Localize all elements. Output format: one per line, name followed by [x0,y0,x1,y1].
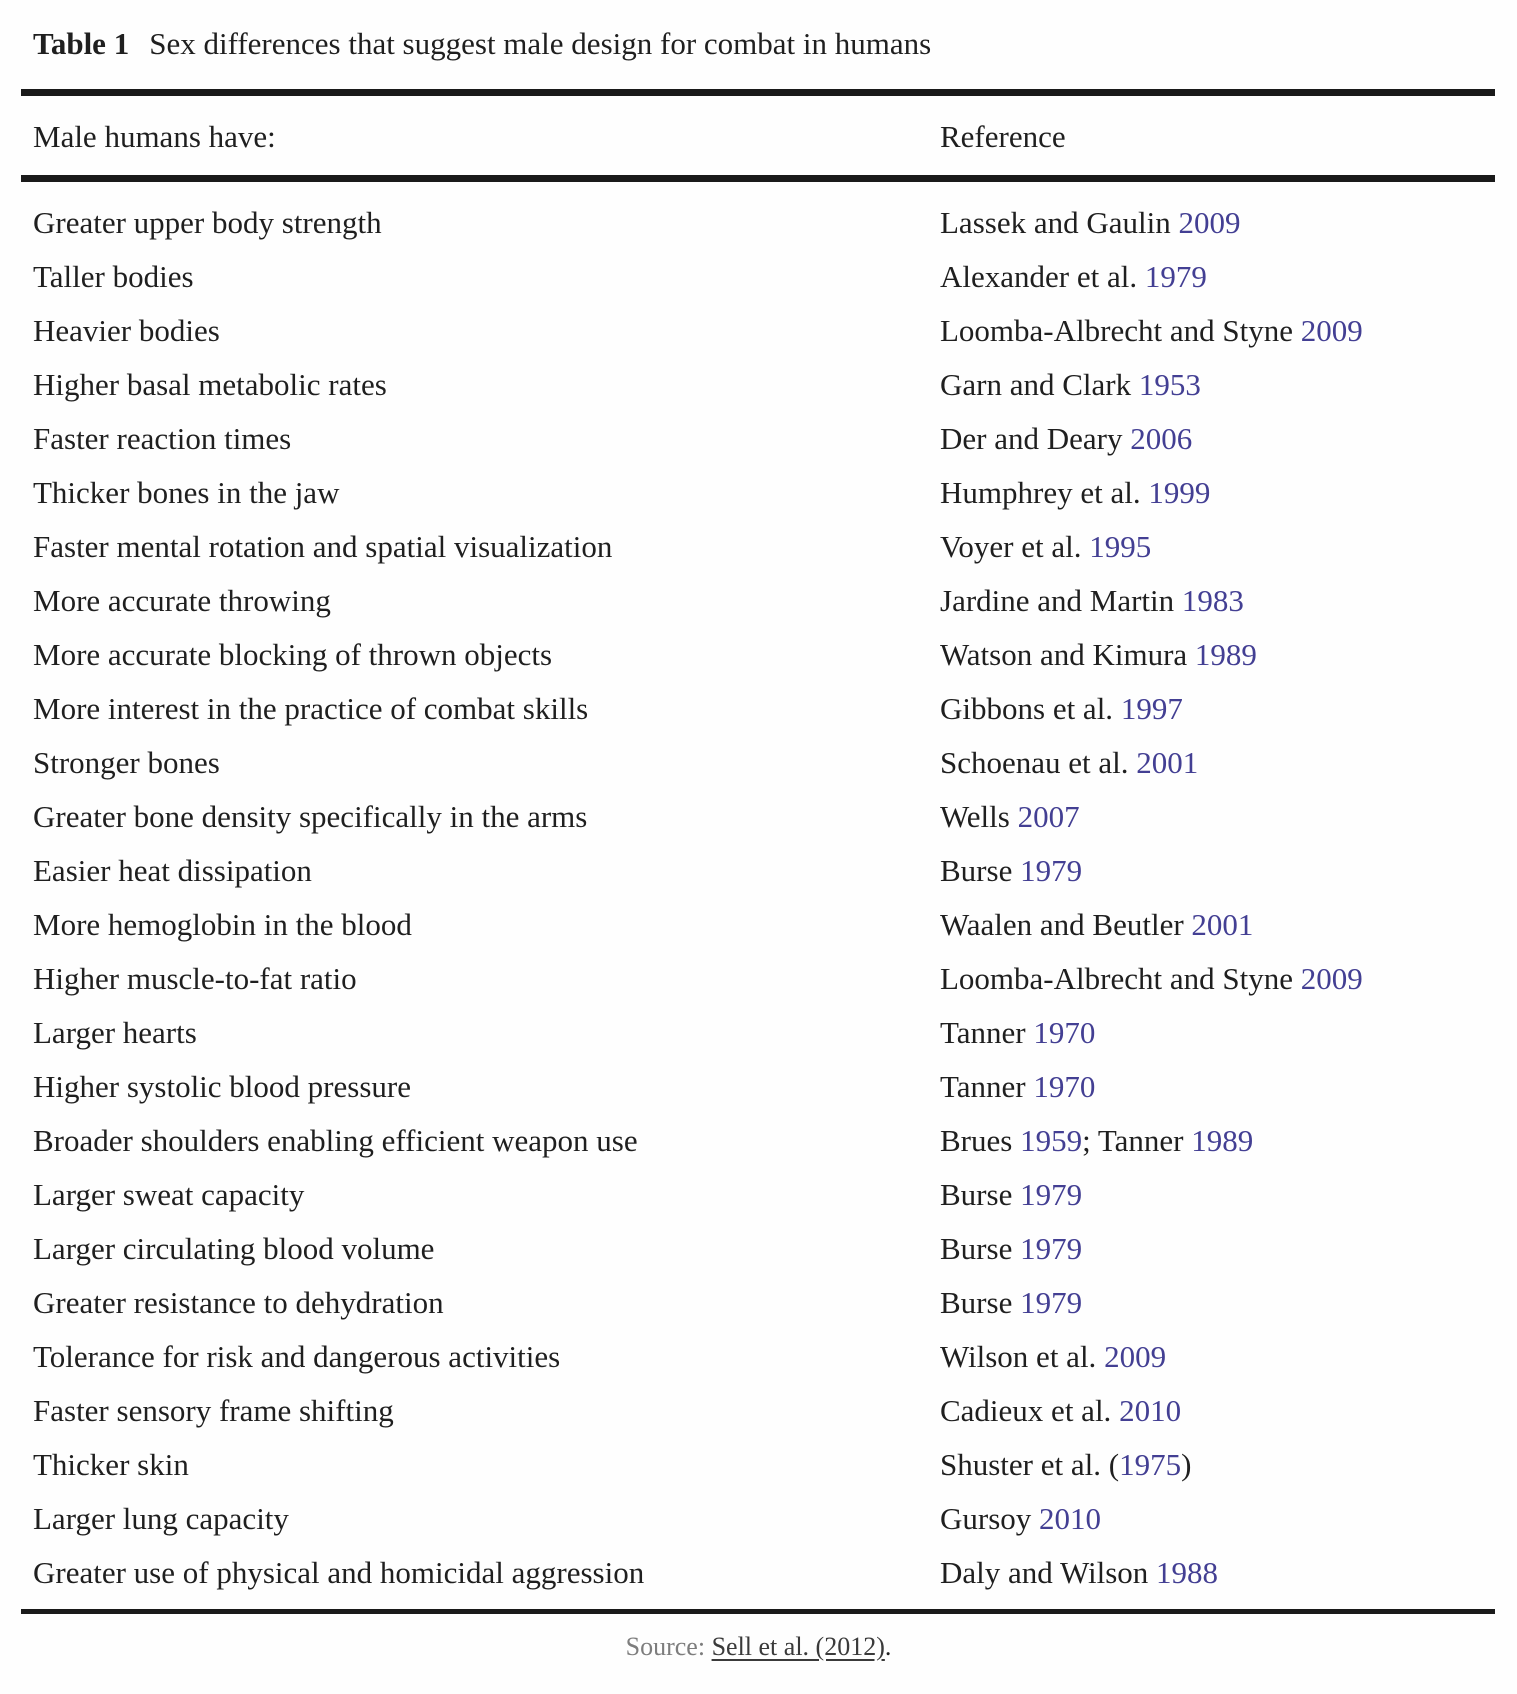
reference-cell [940,412,1487,466]
table-row [33,1114,1487,1168]
reference-cell [940,736,1487,790]
citation-year-link[interactable]: 1997 [1120,691,1183,726]
reference-cell [940,1438,1487,1492]
citation-author-text: Burse [940,1285,1021,1320]
reference-cell [940,574,1487,628]
trait-cell: Faster reaction times [33,421,292,456]
trait-cell: Greater resistance to dehydration [33,1285,444,1320]
table-row [33,844,1487,898]
citation-author-text: Schoenau et al. [940,745,1137,780]
reference-cell [940,358,1487,412]
citation-author-text: Loomba-Albrecht and Styne [940,313,1301,348]
reference-cell [940,250,1487,304]
trait-cell: Greater bone density specifically in the arms [33,799,588,834]
citation-author-text: Garn and Clark [940,367,1139,402]
trait-cell: More accurate throwing [33,583,331,618]
trait-cell: Faster mental rotation and spatial visualization [33,529,613,564]
trait-cell: Stronger bones [33,745,220,780]
trait-cell: Larger hearts [33,1015,197,1050]
citation-author-text: Watson and Kimura [940,637,1195,672]
citation-author-text: Alexander et al. [940,259,1145,294]
reference-cell [940,790,1487,844]
table-header-row [33,96,1487,155]
citation-author-text: Wilson et al. [940,1339,1105,1374]
citation-author-text: Burse [940,853,1021,888]
reference-cell [940,682,1487,736]
citation-year-link[interactable]: 1988 [1156,1555,1219,1590]
table-row [33,196,1487,250]
citation-author-text: Cadieux et al. [940,1393,1120,1428]
citation-author-text: Daly and Wilson [940,1555,1157,1590]
column-header-trait: Male humans have: [33,119,276,154]
citation-year-link[interactable]: 1989 [1191,1123,1254,1158]
table-row [33,1060,1487,1114]
reference-cell [940,1492,1487,1546]
reference-cell [940,1114,1487,1168]
citation-author-text: Waalen and Beutler [940,907,1192,942]
citation-year-link[interactable]: 1989 [1194,637,1257,672]
citation-year-link[interactable]: 2006 [1130,421,1193,456]
reference-cell [940,466,1487,520]
trait-cell: Thicker bones in the jaw [33,475,340,510]
reference-cell [940,1006,1487,1060]
citation-year-link[interactable]: 2010 [1039,1501,1102,1536]
citation-author-text: Shuster et al. ( [940,1447,1120,1482]
citation-year-link[interactable]: 1970 [1033,1069,1096,1104]
table-row [33,1438,1487,1492]
citation-year-link[interactable]: 2009 [1104,1339,1167,1374]
trait-cell: Taller bodies [33,259,194,294]
table-row [33,1546,1487,1600]
source-suffix: . [884,1632,892,1661]
reference-cell [940,304,1487,358]
reference-cell [940,952,1487,1006]
table-row [33,1222,1487,1276]
table-row [33,520,1487,574]
table-row [33,1330,1487,1384]
trait-cell: Broader shoulders enabling efficient weapon use [33,1123,638,1158]
citation-year-link[interactable]: 2007 [1017,799,1080,834]
reference-cell [940,196,1487,250]
trait-cell: Tolerance for risk and dangerous activities [33,1339,561,1374]
table-row [33,1006,1487,1060]
citation-year-link[interactable]: 2009 [1300,961,1363,996]
reference-cell [940,1222,1487,1276]
citation-author-text: Burse [940,1177,1021,1212]
reference-cell [940,520,1487,574]
citation-year-link[interactable]: 1979 [1020,1177,1083,1212]
reference-cell [940,1384,1487,1438]
citation-author-text: Loomba-Albrecht and Styne [940,961,1301,996]
reference-cell [940,898,1487,952]
trait-cell: Higher muscle-to-fat ratio [33,961,357,996]
citation-year-link[interactable]: 2010 [1119,1393,1182,1428]
citation-year-link[interactable]: 2009 [1178,205,1241,240]
citation-year-link[interactable]: 1979 [1020,1285,1083,1320]
citation-author-text: Der and Deary [940,421,1131,456]
table-number-label: Table 1 [33,26,130,61]
table-row [33,898,1487,952]
table-rows [0,182,1517,1600]
citation-author-text: Brues [940,1123,1021,1158]
citation-year-link[interactable]: 2001 [1191,907,1254,942]
top-rule [21,89,1495,96]
source-label: Source: [625,1632,712,1661]
citation-year-link[interactable]: 1959 [1020,1123,1083,1158]
table-row [33,952,1487,1006]
bottom-rule [21,1609,1495,1614]
table-row [33,736,1487,790]
citation-year-link[interactable]: 1953 [1138,367,1201,402]
citation-year-link[interactable]: 1979 [1020,1231,1083,1266]
trait-cell: Larger sweat capacity [33,1177,305,1212]
table-row [33,628,1487,682]
table-row [33,304,1487,358]
reference-cell [940,1168,1487,1222]
citation-author-text: Voyer et al. [940,529,1090,564]
citation-year-link[interactable]: 1999 [1148,475,1211,510]
citation-author-text: Tanner [940,1015,1034,1050]
citation-author-text: Tanner [940,1069,1034,1104]
table-row [33,1492,1487,1546]
table-row [33,790,1487,844]
table-caption [33,26,1487,62]
citation-year-link[interactable]: 1995 [1089,529,1152,564]
citation-author-text: Lassek and Gaulin [940,205,1179,240]
trait-cell: Higher systolic blood pressure [33,1069,411,1104]
trait-cell: Higher basal metabolic rates [33,367,387,402]
citation-author-text: ) [1181,1447,1192,1482]
trait-cell: Greater use of physical and homicidal aggression [33,1555,645,1590]
citation-author-text: Gursoy [940,1501,1040,1536]
citation-year-link[interactable]: 1983 [1181,583,1244,618]
trait-cell: Faster sensory frame shifting [33,1393,394,1428]
reference-cell [940,1546,1487,1600]
trait-cell: Larger circulating blood volume [33,1231,435,1266]
citation-year-link[interactable]: 1979 [1020,853,1083,888]
trait-cell: Easier heat dissipation [33,853,312,888]
table-row [33,466,1487,520]
reference-cell [940,844,1487,898]
trait-cell: Thicker skin [33,1447,189,1482]
reference-cell [940,1060,1487,1114]
table-row [33,412,1487,466]
table-row [33,1276,1487,1330]
trait-cell: Greater upper body strength [33,205,382,240]
source-caption [0,1630,1517,1664]
column-header-reference: Reference [940,119,1066,154]
table-row [33,358,1487,412]
table-title: Sex differences that suggest male design for combat in humans [149,26,932,61]
trait-cell: More interest in the practice of combat skills [33,691,589,726]
citation-author-text: Burse [940,1231,1021,1266]
citation-author-text: Wells [940,799,1018,834]
citation-year-link[interactable]: 1979 [1144,259,1207,294]
trait-cell: More hemoglobin in the blood [33,907,412,942]
citation-author-text: Gibbons et al. [940,691,1121,726]
citation-author-text: ; Tanner [1082,1123,1192,1158]
table-row [33,1168,1487,1222]
reference-cell [940,1276,1487,1330]
citation-year-link[interactable]: 1975 [1119,1447,1182,1482]
trait-cell: Larger lung capacity [33,1501,289,1536]
trait-cell: More accurate blocking of thrown objects [33,637,553,672]
reference-cell [940,628,1487,682]
trait-cell: Heavier bodies [33,313,220,348]
table-row [33,250,1487,304]
header-rule [21,175,1495,182]
table-row [33,574,1487,628]
citation-author-text: Jardine and Martin [940,583,1182,618]
table-row [33,682,1487,736]
citation-year-link[interactable]: 2009 [1300,313,1363,348]
citation-year-link[interactable]: 2001 [1136,745,1199,780]
citation-year-link[interactable]: 1970 [1033,1015,1096,1050]
table-row [33,1384,1487,1438]
reference-cell [940,1330,1487,1384]
citation-author-text: Humphrey et al. [940,475,1149,510]
source-citation-link[interactable]: Sell et al. (2012) [711,1632,885,1661]
